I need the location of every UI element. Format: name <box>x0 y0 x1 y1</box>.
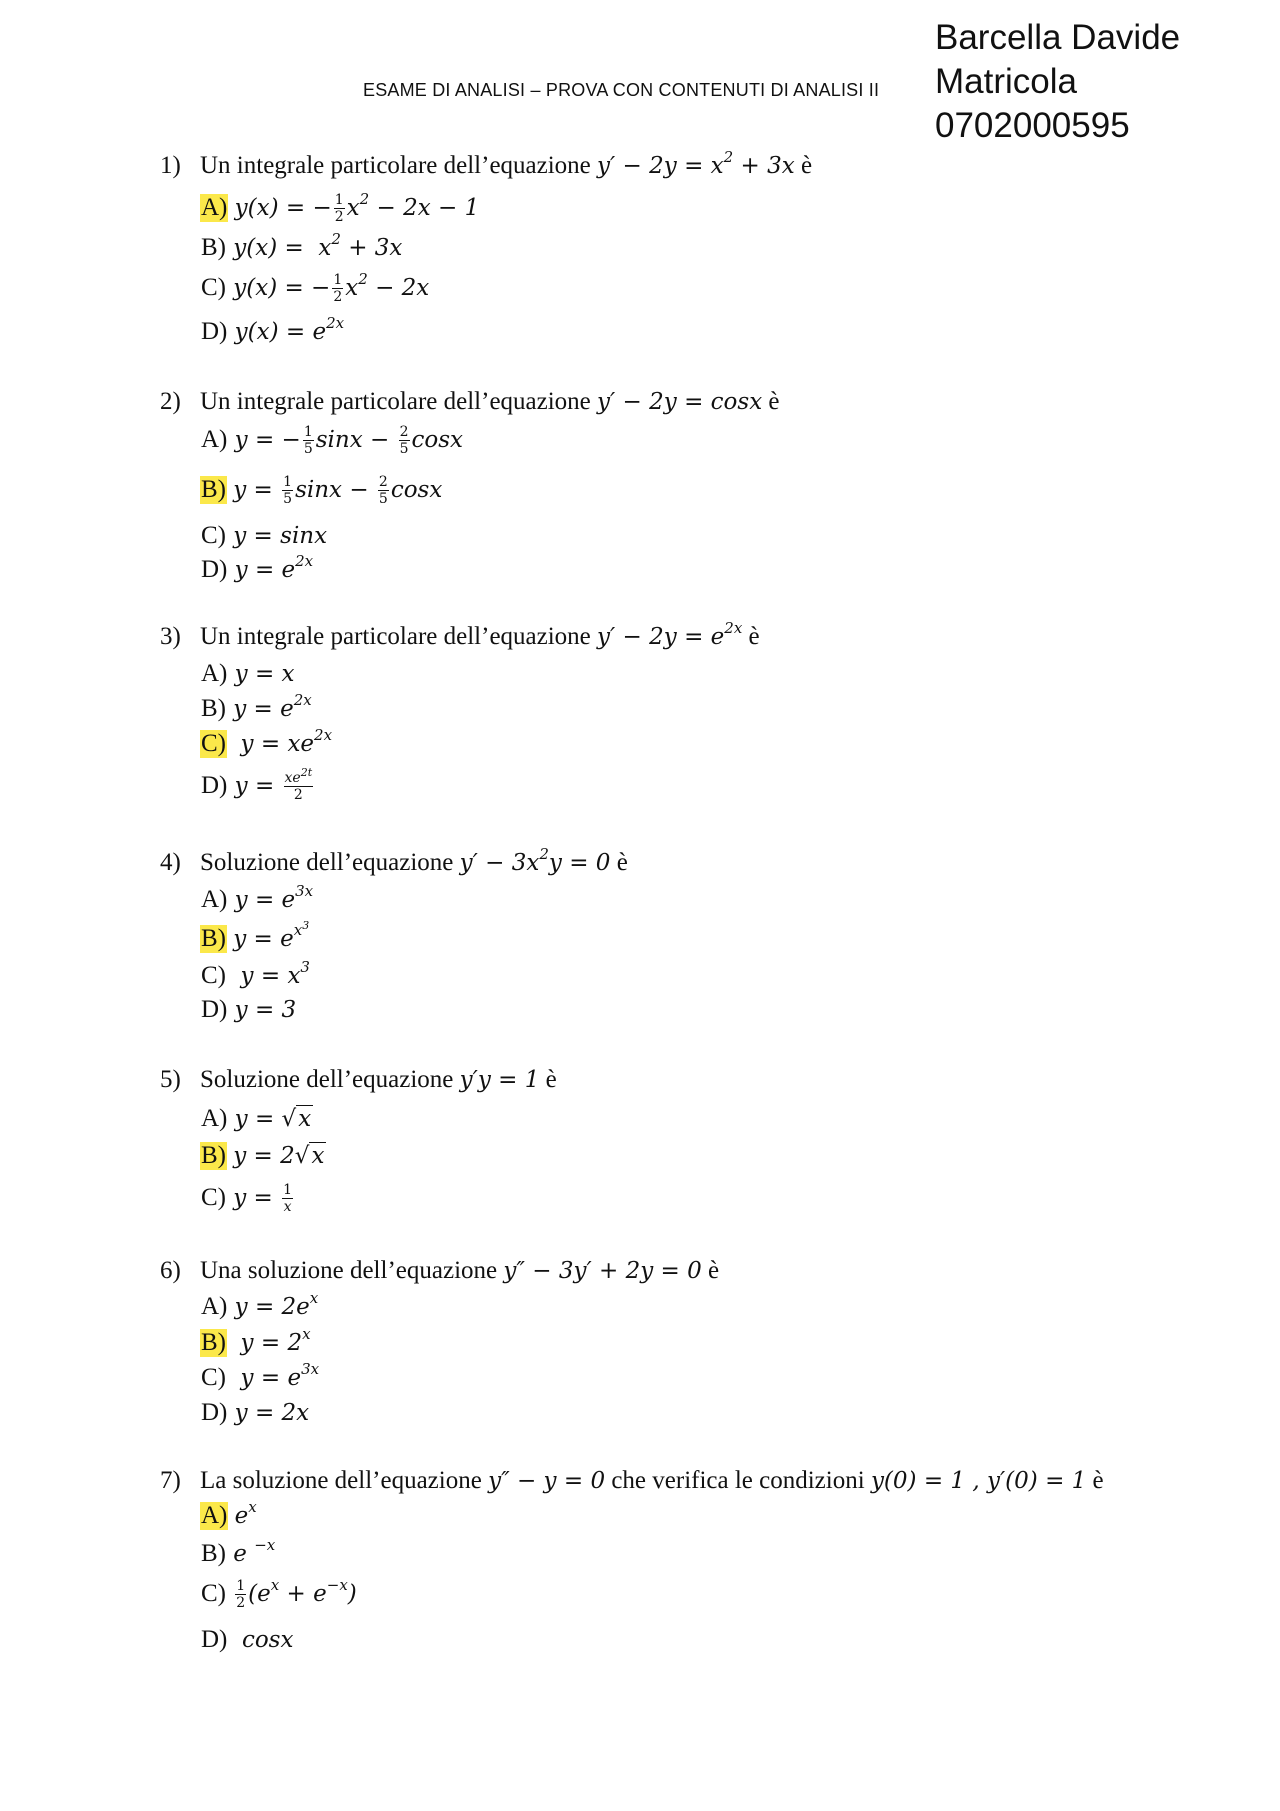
question-equation: y′y = 1 <box>459 1067 540 1093</box>
option-a[interactable] <box>200 660 295 688</box>
option-letter: C) <box>201 1364 226 1391</box>
option-formula: $y = e^{2x}$ <box>233 691 312 722</box>
question-number: 6) <box>160 1257 181 1284</box>
option-formula: cosx <box>234 1627 294 1653</box>
option-formula: $y = e^{3x}$ <box>234 882 314 913</box>
option-letter: C) <box>201 1183 226 1211</box>
option-letter: C) <box>201 962 226 989</box>
option-letter: A) <box>201 660 228 687</box>
option-d[interactable] <box>200 766 315 803</box>
option-letter-selected: C) <box>201 730 226 757</box>
option-formula: y = − $\frac{1}{5}$ sinx − $\frac{2}{5}$ cosx <box>234 424 464 457</box>
option-letter: B) <box>201 234 226 261</box>
question-text: Un integrale particolare dell’equazione <box>200 152 591 179</box>
student-name: Barcella Davide <box>935 18 1181 57</box>
option-formula: $y = e^{3x}$ <box>233 1360 320 1391</box>
question-text-mid: che verifica le condizioni <box>611 1467 865 1494</box>
option-c[interactable] <box>200 522 327 550</box>
option-formula: e $^{-x}$ <box>233 1536 276 1567</box>
option-letter: A) <box>201 1293 228 1320</box>
exam-header: ESAME DI ANALISI – PROVA CON CONTENUTI DI ANALISI II <box>363 80 880 100</box>
student-info <box>935 16 1280 148</box>
question-stem <box>160 1467 1104 1495</box>
option-formula: $y = 2^x$ <box>233 1325 311 1356</box>
option-a[interactable] <box>200 189 480 225</box>
option-letter-selected: A) <box>201 193 228 221</box>
option-b[interactable] <box>200 230 403 262</box>
option-a[interactable] <box>200 882 314 914</box>
option-c[interactable] <box>200 1360 320 1392</box>
option-b[interactable] <box>200 919 310 953</box>
question-stem <box>160 1066 557 1094</box>
option-letter: B) <box>201 1540 226 1567</box>
option-b[interactable] <box>200 1536 276 1568</box>
question-stem <box>160 619 760 651</box>
option-letter: C) <box>201 522 226 549</box>
option-formula: $\frac{1}{2}$ $(e^x + e^{-x})$ <box>236 1575 357 1611</box>
option-letter: D) <box>201 771 228 799</box>
question-stem <box>160 388 780 416</box>
option-d[interactable] <box>200 1399 309 1427</box>
question-equation: $y' - 2y = x^2 + 3x$ <box>597 148 795 179</box>
option-formula: y = x <box>234 661 295 687</box>
question-tail: è <box>800 152 813 179</box>
question-equation: y″ − 3y′ + 2y = 0 <box>503 1258 702 1284</box>
option-letter: B) <box>201 695 226 722</box>
option-letter-selected: B) <box>201 925 226 952</box>
option-formula: y = sinx <box>233 523 328 549</box>
option-a[interactable] <box>200 1105 313 1133</box>
option-formula: y = $\frac{xe^{2t}}{2}$ <box>234 766 313 803</box>
option-c[interactable] <box>200 269 430 305</box>
question-text: Soluzione dell’equazione <box>200 849 454 876</box>
option-formula: $y = xe^{2x}$ <box>233 726 333 757</box>
question-tail: è <box>1092 1467 1104 1494</box>
question-text: Un integrale particolare dell’equazione <box>200 623 591 650</box>
option-a[interactable] <box>200 1289 319 1321</box>
question-number: 1) <box>160 152 181 179</box>
option-letter: C) <box>201 273 226 301</box>
question-conditions: y(0) = 1 , y′(0) = 1 <box>870 1468 1087 1494</box>
option-d[interactable] <box>200 996 296 1024</box>
question-stem <box>160 148 813 180</box>
option-letter: D) <box>201 1399 228 1426</box>
option-formula: y = 2x <box>234 1400 310 1426</box>
option-a[interactable] <box>200 1498 257 1530</box>
question-tail: è <box>616 849 628 876</box>
question-stem <box>160 1257 719 1285</box>
option-formula: $y = e^{2x}$ <box>234 552 314 583</box>
option-letter-selected: B) <box>201 1329 226 1356</box>
option-d[interactable] <box>200 552 314 584</box>
option-d[interactable] <box>200 1626 293 1654</box>
question-tail: è <box>748 623 760 650</box>
option-formula: y = $\frac{1}{5}$ sinx − $\frac{2}{5}$ cosx <box>233 474 443 507</box>
question-text: Soluzione dell’equazione <box>200 1066 454 1093</box>
option-formula: y(x) = − $\frac{1}{2}$ $x^2 - 2x - 1$ <box>234 189 480 225</box>
option-c[interactable] <box>200 726 333 758</box>
question-tail: è <box>545 1066 557 1093</box>
question-stem <box>160 845 628 877</box>
question-equation: $y' - 3x^2y = 0$ <box>459 845 611 876</box>
option-letter: C) <box>201 1579 226 1607</box>
option-c[interactable] <box>200 958 310 990</box>
option-formula: y(x) = − $\frac{1}{2}$ $x^2 - 2x$ <box>233 269 430 305</box>
option-c[interactable] <box>200 1575 357 1611</box>
option-letter-selected: B) <box>201 1142 226 1169</box>
question-number: 7) <box>160 1467 181 1494</box>
option-formula: $y(x) = x^2 + 3x$ <box>233 230 403 261</box>
option-formula: y = √x <box>234 1106 312 1132</box>
option-a[interactable] <box>200 424 463 457</box>
option-formula: y = 2√x <box>233 1143 325 1169</box>
option-letter: A) <box>201 886 228 913</box>
question-tail: è <box>707 1257 720 1284</box>
option-b[interactable] <box>200 691 312 723</box>
question-number: 5) <box>160 1066 181 1093</box>
option-formula: y = 3 <box>234 997 297 1023</box>
option-letter: A) <box>201 425 228 453</box>
option-b[interactable] <box>200 1325 311 1357</box>
option-b[interactable] <box>200 474 442 507</box>
question-number: 2) <box>160 388 181 415</box>
option-c[interactable] <box>200 1182 295 1215</box>
question-tail: è <box>768 388 780 415</box>
question-equation: y″ − y = 0 <box>488 1468 606 1494</box>
question-text: Un integrale particolare dell’equazione <box>200 388 591 415</box>
question-text: Una soluzione dell’equazione <box>200 1257 498 1284</box>
question-text: La soluzione dell’equazione <box>200 1467 482 1494</box>
option-formula: $e^x$ <box>234 1498 257 1529</box>
option-formula: $y = x^3$ <box>233 958 310 989</box>
question-equation: y′ − 2y = cosx <box>597 389 763 415</box>
question-number: 4) <box>160 849 181 876</box>
option-formula: y = $\frac{1}{x}$ <box>233 1182 293 1215</box>
option-b[interactable] <box>200 1142 326 1170</box>
option-letter: D) <box>201 1626 228 1653</box>
question-equation: $y' - 2y = e^{2x}$ <box>597 619 743 650</box>
option-letter: D) <box>201 556 228 583</box>
option-letter: D) <box>201 318 228 345</box>
option-letter-selected: A) <box>201 1502 228 1529</box>
option-d[interactable] <box>200 314 345 346</box>
option-formula: $y(x) = e^{2x}$ <box>234 314 345 345</box>
option-formula: $y = 2e^x$ <box>234 1289 319 1320</box>
option-formula: $y = e^{x^3}$ <box>233 919 310 952</box>
option-letter: A) <box>201 1105 228 1132</box>
student-id: Matricola 0702000595 <box>935 62 1130 145</box>
option-letter: D) <box>201 996 228 1023</box>
question-number: 3) <box>160 623 181 650</box>
option-letter-selected: B) <box>201 475 226 503</box>
